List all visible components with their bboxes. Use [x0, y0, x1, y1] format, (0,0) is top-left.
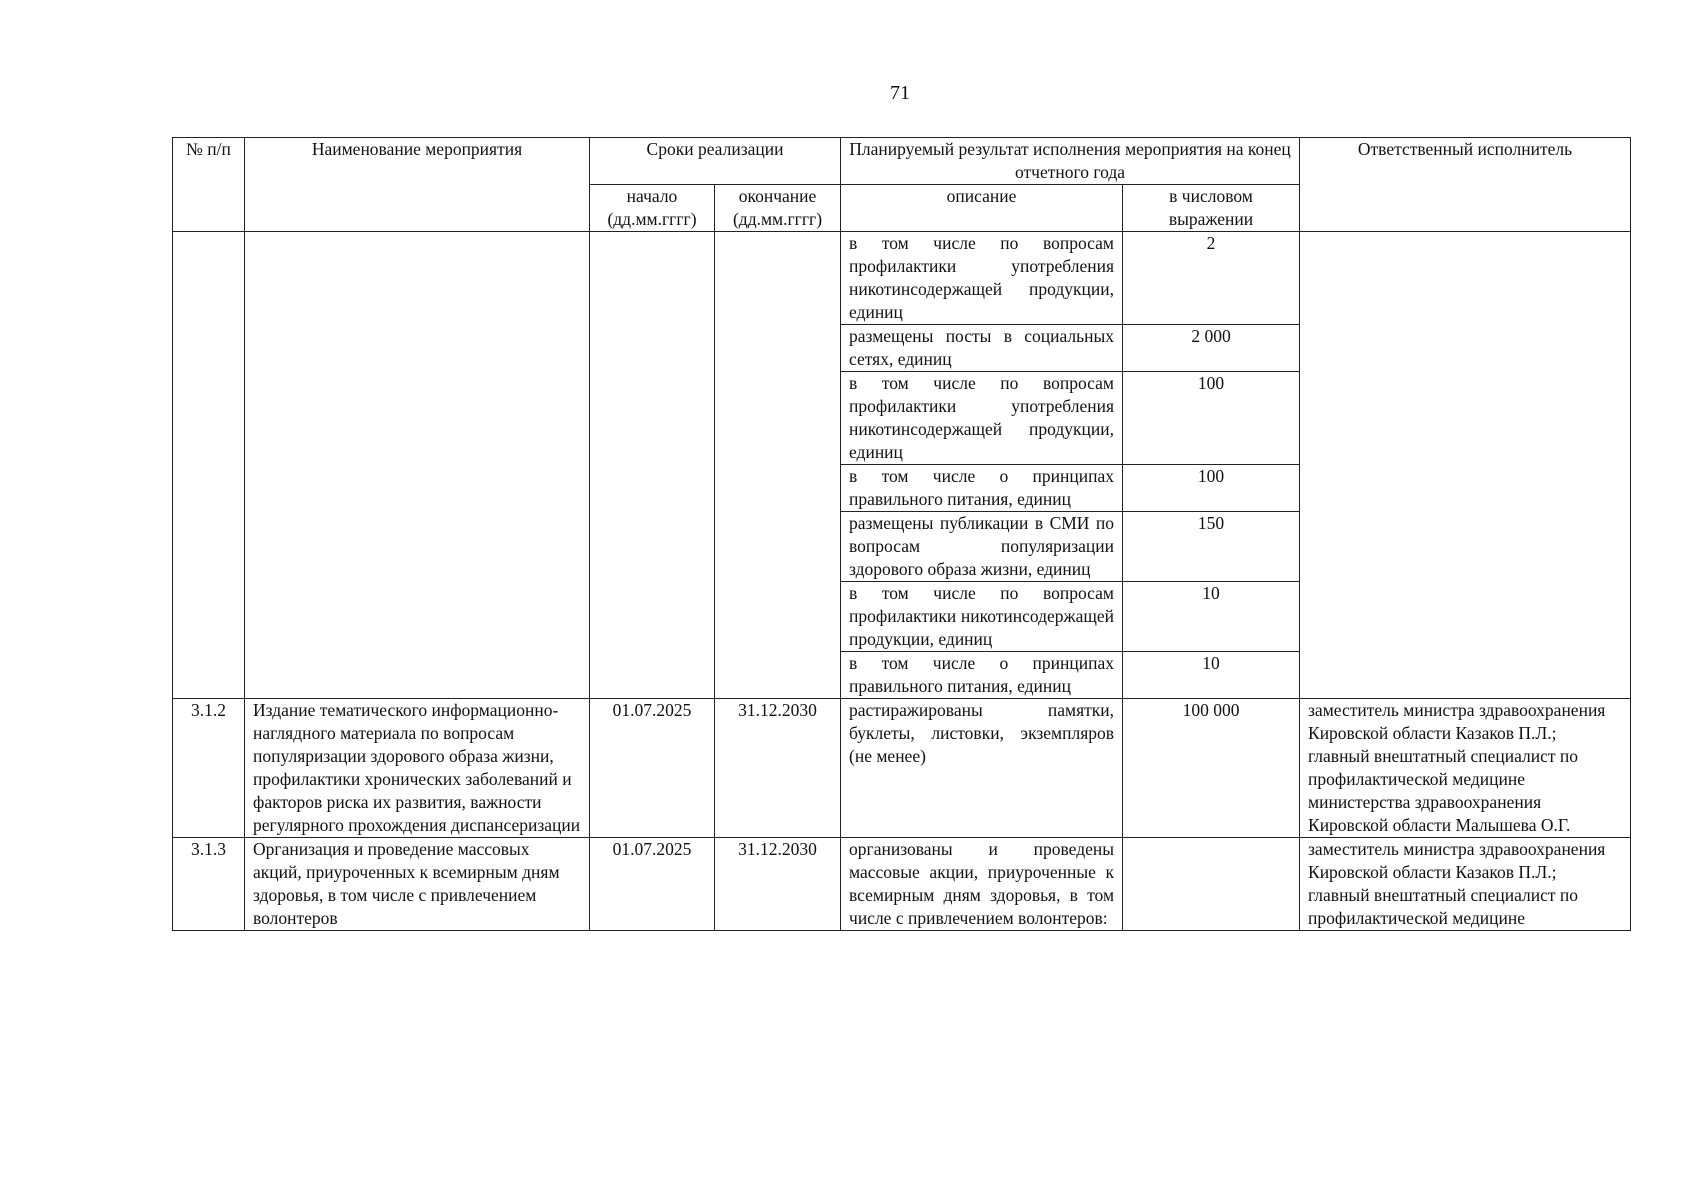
- continued-name-cell: [245, 232, 590, 699]
- result-value: 100: [1123, 465, 1300, 512]
- table-row: [173, 699, 1631, 838]
- header-start: начало (дд.мм.гггг): [590, 185, 715, 232]
- result-description: в том числе по вопросам профилактики употребления никотинсодержащей продукции, единиц: [841, 232, 1123, 325]
- result-value: 150: [1123, 512, 1300, 582]
- header-result: Планируемый результат исполнения мероприятия на конец отчетного года: [841, 138, 1300, 185]
- header-row-1: [173, 138, 1631, 185]
- result-description: в том числе по вопросам профилактики употребления никотинсодержащей продукции, единиц: [841, 372, 1123, 465]
- continued-start-cell: [590, 232, 715, 699]
- result-value: 10: [1123, 652, 1300, 699]
- result-description: в том числе по вопросам профилактики никотинсодержащей продукции, единиц: [841, 582, 1123, 652]
- responsible-person: заместитель министра здравоохранения Кировской области Казаков П.Л.; главный внештатный специалист по профилактической медицине министерства здравоохранения Кировской области Малышева О.Г.: [1300, 699, 1631, 838]
- start-date: 01.07.2025: [590, 699, 715, 838]
- header-responsible: Ответственный исполнитель: [1300, 138, 1631, 232]
- activity-name: Издание тематического информационно-наглядного материала по вопросам популяризации здорового образа жизни, профилактики хронических заболеваний и факторов риска их развития, важности регулярного прохождения диспансеризации: [245, 699, 590, 838]
- end-date: 31.12.2030: [715, 838, 841, 931]
- result-value: [1123, 838, 1300, 931]
- row-number: 3.1.2: [173, 699, 245, 838]
- result-description: в том числе о принципах правильного питания, единиц: [841, 465, 1123, 512]
- header-num: № п/п: [173, 138, 245, 232]
- result-value: 2 000: [1123, 325, 1300, 372]
- result-description: размещены публикации в СМИ по вопросам популяризации здорового образа жизни, единиц: [841, 512, 1123, 582]
- responsible-person: заместитель министра здравоохранения Кировской области Казаков П.Л.; главный внештатный специалист по профилактической медицине: [1300, 838, 1631, 931]
- table-row: [173, 838, 1631, 931]
- result-description: растиражированы памятки, буклеты, листовки, экземпляров (не менее): [841, 699, 1123, 838]
- result-value: 100: [1123, 372, 1300, 465]
- result-value: 10: [1123, 582, 1300, 652]
- start-date: 01.07.2025: [590, 838, 715, 931]
- result-description: в том числе о принципах правильного питания, единиц: [841, 652, 1123, 699]
- end-date: 31.12.2030: [715, 699, 841, 838]
- header-terms: Сроки реализации: [590, 138, 841, 185]
- continued-responsible-cell: [1300, 232, 1631, 699]
- header-name: Наименование мероприятия: [245, 138, 590, 232]
- result-description: размещены посты в социальных сетях, единиц: [841, 325, 1123, 372]
- continued-end-cell: [715, 232, 841, 699]
- result-value: 2: [1123, 232, 1300, 325]
- header-end: окончание (дд.мм.гггг): [715, 185, 841, 232]
- result-description: организованы и проведены массовые акции, приуроченные к всемирным дням здоровья, в том числе с привлечением волонтеров:: [841, 838, 1123, 931]
- header-value: в числовом выражении: [1123, 185, 1300, 232]
- activity-plan-table: [172, 137, 1631, 931]
- continued-row: [173, 232, 1631, 325]
- result-value: 100 000: [1123, 699, 1300, 838]
- continued-num-cell: [173, 232, 245, 699]
- page-number: 71: [890, 82, 910, 104]
- row-number: 3.1.3: [173, 838, 245, 931]
- activity-name: Организация и проведение массовых акций, приуроченных к всемирным дням здоровья, в том числе с привлечением волонтеров: [245, 838, 590, 931]
- header-description: описание: [841, 185, 1123, 232]
